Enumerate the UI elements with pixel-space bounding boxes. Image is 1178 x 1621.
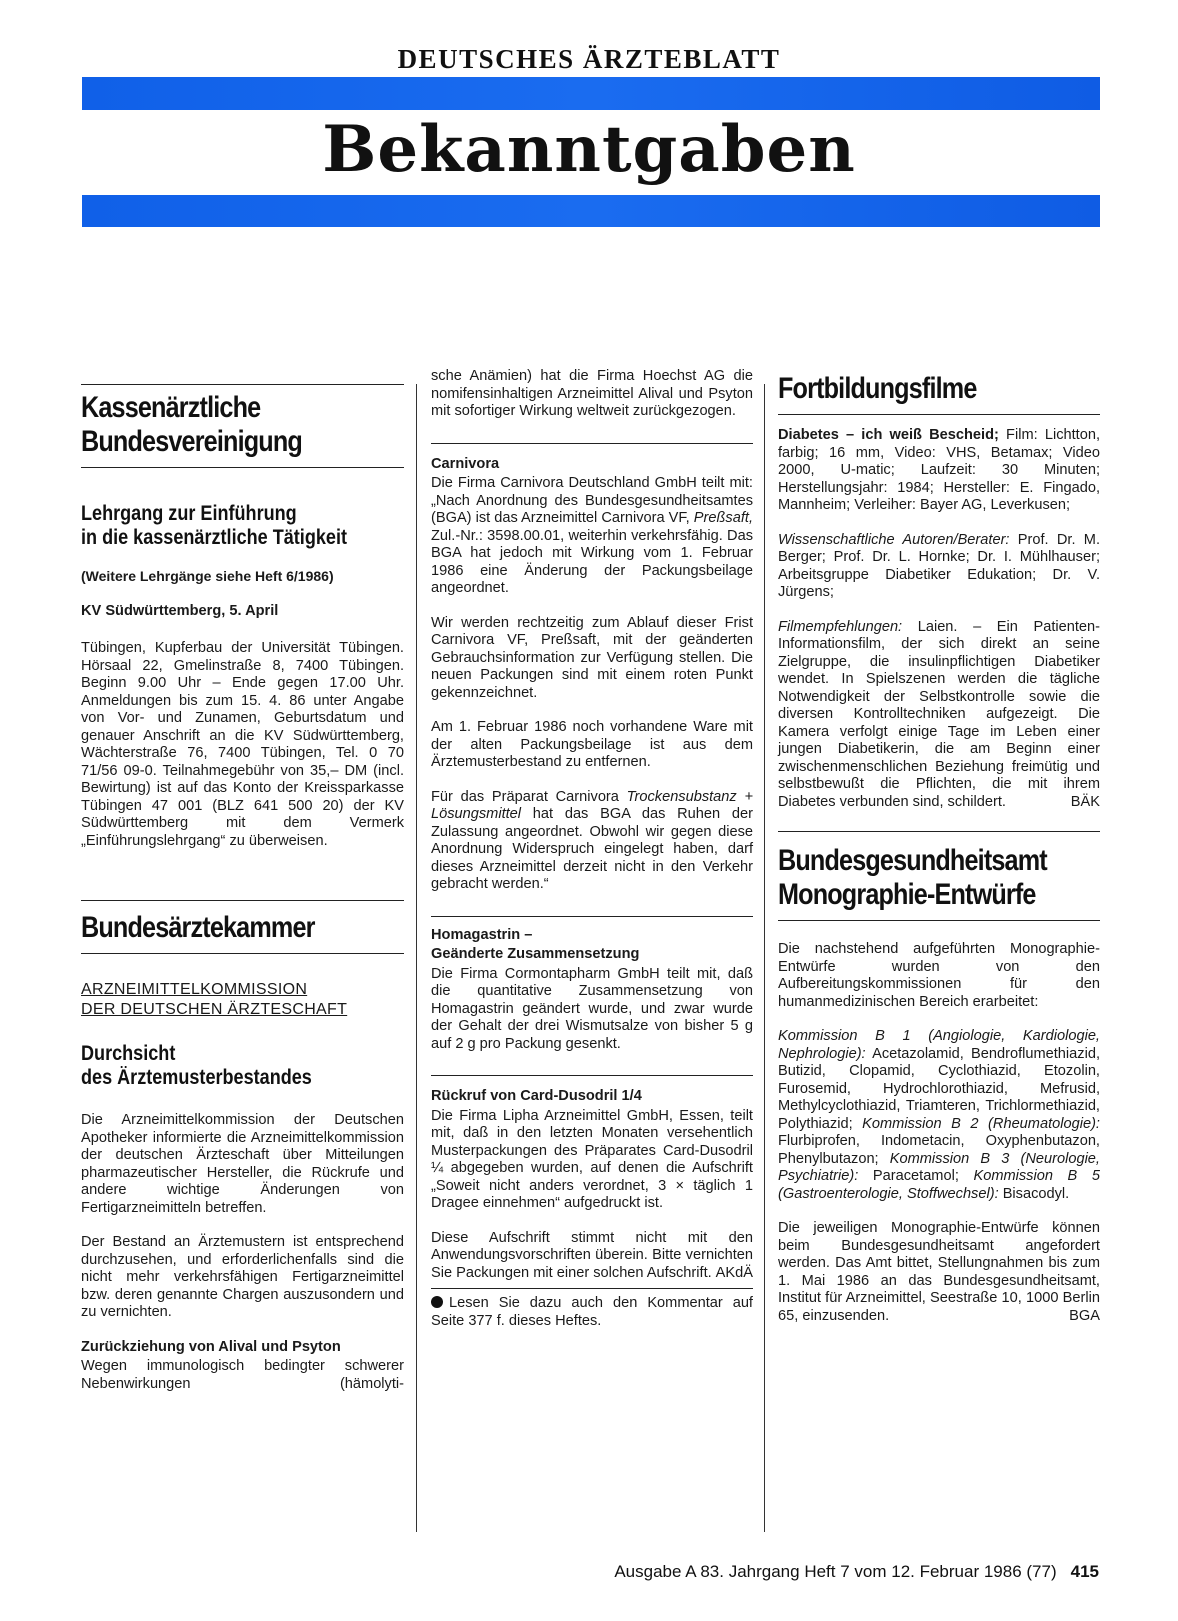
text-run: Paracetamol;	[858, 1168, 974, 1184]
masthead: DEUTSCHES ÄRZTEBLATT	[397, 44, 781, 74]
article-paragraph: Die Arzneimittelkommission der Deutschen Apotheker informierte die Arzneimittelkommission der deutschen Ärzteschaft über Mitteilungen pharmazeutischer Hersteller, die Rückrufe und andere wichtige Änderungen von Fertigarzneimitteln betreffen.	[81, 1112, 404, 1216]
text-run: Für das Präparat Carnivora	[431, 788, 627, 805]
section-title-baek: Bundesärztekammer	[81, 911, 315, 944]
blue-band-top	[82, 77, 1100, 110]
page-title: Bekanntgaben	[322, 112, 856, 187]
article-title-line: des Ärztemusterbestandes	[81, 1066, 312, 1089]
article-title-line: Durchsicht	[81, 1042, 176, 1065]
commission-label	[81, 980, 404, 1020]
text-run: Die jeweiligen Monographie-Entwürfe können beim Bundesgesundheitsamt angefordert werden. Das Amt bittet, Stellungnahmen bis zum 1. Mai 1986 an das Bundesgesundheitsamt, Institut für Arzneimittel, Seestraße 10, 1000 Berlin 65, einzusenden.	[778, 1220, 1100, 1324]
alival-body: Wegen immunologisch bedingter schwerer Nebenwirkungen (hämolyti-	[81, 1358, 404, 1392]
text-run: hat das BGA das Ruhen der Zulassung angeordnet. Obwohl wir gegen diese Anordnung Widerspruch eingelegt haben, darf dieses Arzneimittel derzeit nicht in den Verkehr gebracht werden.“	[431, 806, 753, 892]
films-paragraph	[778, 427, 1100, 515]
homagastrin-body: Die Firma Cormontapharm GmbH teilt mit, daß die quantitative Zusammensetzung von Homagastrin geändert wurde, und zwar wurde der Gehalt der drei Wismutsalze von bisher 5 g auf 2 g pro Packung gesenkt.	[431, 965, 753, 1052]
course-body: Tübingen, Kupferbau der Universität Tübingen. Hörsaal 22, Gmelinstraße 8, 7400 Tübingen. Beginn 9.00 Uhr – Ende gegen 17.00 Uhr. Anmeldungen bis zum 15. 4. 86 unter Angabe von Vor- und Zunamen, Geburtsdatum und genauer Anschrift an die KV Südwürttemberg, Wächterstraße 76, 7400 Tübingen, Tel. 0 70 71/56 09-0. Teilnahmegebühr von 35,– DM (incl. Bewirtung) ist auf das Konto der Kreissparkasse Tübingen 47 001 (BLZ 641 500 20) der KV Südwürttemberg mit dem Vermerk „Einführungslehrgang“ zu überweisen.	[81, 640, 404, 849]
note-paragraph	[431, 1295, 753, 1330]
carnivora-paragraph	[431, 475, 753, 598]
homagastrin-heading	[431, 927, 753, 964]
section-title-line: Monographie-Entwürfe	[778, 878, 1036, 911]
blue-band-bottom	[82, 195, 1100, 227]
text-run: Prof. Dr. M. Berger; Prof. Dr. L. Hornke; Dr. I. Mühlhauser; Arbeitsgruppe Diabetiker Edukation; Dr. V. Jürgens;	[778, 531, 1100, 600]
section-title-bga	[778, 844, 1100, 912]
text-run-italic: Kommission B 5 (Gastroenterologie, Stoffwechsel):	[778, 1168, 1101, 1202]
course-title	[81, 502, 404, 550]
carnivora-paragraph: Am 1. Februar 1986 noch vorhandene Ware mit der alten Packungsbeilage ist aus dem Ärztemusterbestand zu entfernen.	[431, 719, 753, 770]
section-title-line: Bundesgesundheitsamt	[778, 844, 1047, 877]
text-run-italic: Preßsaft,	[693, 510, 753, 526]
column-2	[431, 368, 753, 1347]
article-paragraph: Der Bestand an Ärztemustern ist entsprechend durchzusehen, und erforderlichenfalls sind die nicht mehr verkehrsfähigen Fertigarzneimittel bzw. deren genannte Chargen auszusondern und zu vernichten.	[81, 1234, 404, 1320]
section-rule	[81, 384, 404, 385]
course-title-line: in die kassenärztliche Tätigkeit	[81, 526, 347, 549]
text-run: Laien. – Ein Patienten-Informationsfilm, der sich direkt an seine Zielgruppe, die insulinpflichtigen Diabetiker wendet. In Spielszenen werden die tägliche Notwendigkeit der Selbstkontrolle sowie die diversen Kontrolltechniken aufgezeigt. Die Kamera verfolgt einige Tage im Leben einer jungen Diabetikerin, die am Beginn einer zwischenmenschlichen Beziehung freimütig und selbstbewußt die Pflichten, die mit ihrem Diabetes verbunden sind, schildert.	[778, 618, 1100, 810]
section-title-films: Fortbildungsfilme	[778, 372, 977, 405]
section-rule	[431, 443, 753, 444]
text-run: Flurbiprofen, Indometacin, Oxyphenbutazon, Phenylbutazon;	[778, 1133, 1100, 1167]
section-title-line: Kassenärztliche	[81, 391, 261, 424]
homagastrin-heading-line: Homagastrin –	[431, 926, 533, 943]
footer-issue: Ausgabe A 83. Jahrgang Heft 7 vom 12. Februar 1986 (77)	[614, 1562, 1057, 1581]
text-run-italic: Wissenschaftliche Autoren/Berater:	[778, 531, 1010, 548]
card-dusodril-paragraph	[431, 1230, 753, 1283]
homagastrin-heading-line: Geänderte Zusammensetzung	[431, 946, 640, 962]
column-divider-2	[764, 384, 765, 1532]
section-rule	[431, 1288, 753, 1289]
course-note: (Weitere Lehrgänge siehe Heft 6/1986)	[81, 568, 334, 584]
section-rule	[81, 467, 404, 468]
alival-heading: Zurückziehung von Alival und Psyton	[81, 1338, 341, 1355]
text-run-italic: Kommission B 1 (Angiologie, Kardiologie, Nephrologie):	[778, 1028, 1100, 1062]
card-dusodril-heading: Rückruf von Card-Dusodril 1/4	[431, 1088, 642, 1104]
text-run: Lesen Sie dazu auch den Kommentar auf Seite 377 f. dieses Heftes.	[431, 1295, 753, 1329]
text-run: Zul.-Nr.: 3598.00.01, weiterhin verkehrsfähig. Das BGA hat jedoch mit Wirkung vom 1. Februar 1986 eine Änderung der Packungsbeilage angeordnet.	[431, 527, 753, 596]
text-run: Diese Aufschrift stimmt nicht mit den Anwendungsvorschriften überein. Bitte vernichten Sie Packungen mit einer solchen Aufschrift.	[431, 1229, 753, 1281]
carnivora-heading: Carnivora	[431, 455, 500, 472]
signature-baek: BÄK	[1070, 793, 1100, 810]
column-1	[81, 384, 404, 1410]
section-rule	[778, 414, 1100, 415]
column-3	[778, 368, 1100, 1342]
signature-akdae: AKdÄ	[715, 1264, 753, 1281]
signature-bga: BGA	[1069, 1307, 1100, 1324]
section-rule	[81, 900, 404, 901]
carnivora-paragraph	[431, 789, 753, 894]
course-title-line: Lehrgang zur Einführung	[81, 502, 297, 525]
text-run-italic: Kommission B 2 (Rheumatologie):	[862, 1115, 1100, 1132]
article-title	[81, 1042, 404, 1090]
films-paragraph	[778, 532, 1100, 602]
text-run: Film: Lichtton, farbig; 16 mm, Video: VHS, Betamax; Video 2000, U-matic; Laufzeit: 30 Minuten; Herstellungsjahr: 1984; Hersteller: E. Fingado, Mannheim; Verleiher: Bayer AG, Leverkusen;	[778, 427, 1100, 513]
text-run: Die Firma Carnivora Deutschland GmbH teilt mit: „Nach Anordnung des Bundesgesundheitsamtes (BGA) ist das Arzneimittel Carnivora VF,	[431, 475, 753, 526]
column-divider-1	[416, 384, 417, 1532]
course-kv: KV Südwürttemberg, 5. April	[81, 602, 279, 619]
section-title-kbv	[81, 391, 404, 459]
bga-paragraph	[778, 1220, 1100, 1325]
section-rule	[778, 831, 1100, 832]
commission-line: DER DEUTSCHEN ÄRZTESCHAFT	[81, 1001, 348, 1018]
text-run: Acetazolamid, Bendroflumethiazid, Butizid, Clopamid, Cyclothiazid, Etozolin, Furosemid, Hydrochlorothiazid, Mefrusid, Methylcyclothiazid, Triamteren, Trichlormethiazid, Polythiazid;	[778, 1045, 1100, 1132]
bga-commissions	[778, 1028, 1100, 1203]
commission-line: ARZNEIMITTELKOMMISSION	[81, 981, 308, 998]
section-rule	[778, 920, 1100, 921]
section-title-line: Bundesvereinigung	[81, 425, 302, 458]
section-rule	[81, 953, 404, 954]
text-run-italic: Trockensubstanz + Lösungsmittel	[431, 788, 753, 822]
bullet-icon	[431, 1296, 443, 1308]
section-rule	[431, 1075, 753, 1076]
bga-paragraph: Die nachstehend aufgeführten Monographie-Entwürfe wurden von den Aufbereitungskommissionen für den humanmedizinischen Bereich erarbeitet:	[778, 941, 1100, 1010]
text-run-bold: Diabetes – ich weiß Bescheid;	[778, 427, 999, 443]
text-run-italic: Kommission B 3 (Neurologie, Psychiatrie):	[778, 1150, 1100, 1184]
text-run: Bisacodyl.	[998, 1185, 1070, 1202]
page-footer	[0, 1562, 1099, 1582]
alival-continued: sche Anämien) hat die Firma Hoechst AG die nomifensinhaltigen Arzneimittel Alival und Psyton mit sofortiger Wirkung weltweit zurückgezogen.	[431, 368, 753, 419]
carnivora-paragraph: Wir werden rechtzeitig zum Ablauf dieser Frist Carnivora VF, Preßsaft, mit der geänderten Gebrauchsinformation zur Verfügung stellen. Die neuen Packungen sind mit einem roten Punkt gekennzeichnet.	[431, 614, 753, 701]
films-paragraph	[778, 619, 1100, 812]
card-dusodril-paragraph: Die Firma Lipha Arzneimittel GmbH, Essen, teilt mit, daß in den letzten Monaten versehentlich Musterpackungen des Präparates Card-Dusodril ¼ abgegeben wurden, auf denen die Aufschrift „Soweit nicht anders verordnet, 3 × täglich 1 Dragee einnehmen“ aufgedruckt ist.	[431, 1107, 753, 1211]
page-number: 415	[1070, 1562, 1099, 1581]
section-rule	[431, 916, 753, 917]
text-run-italic: Filmempfehlungen:	[778, 618, 903, 635]
